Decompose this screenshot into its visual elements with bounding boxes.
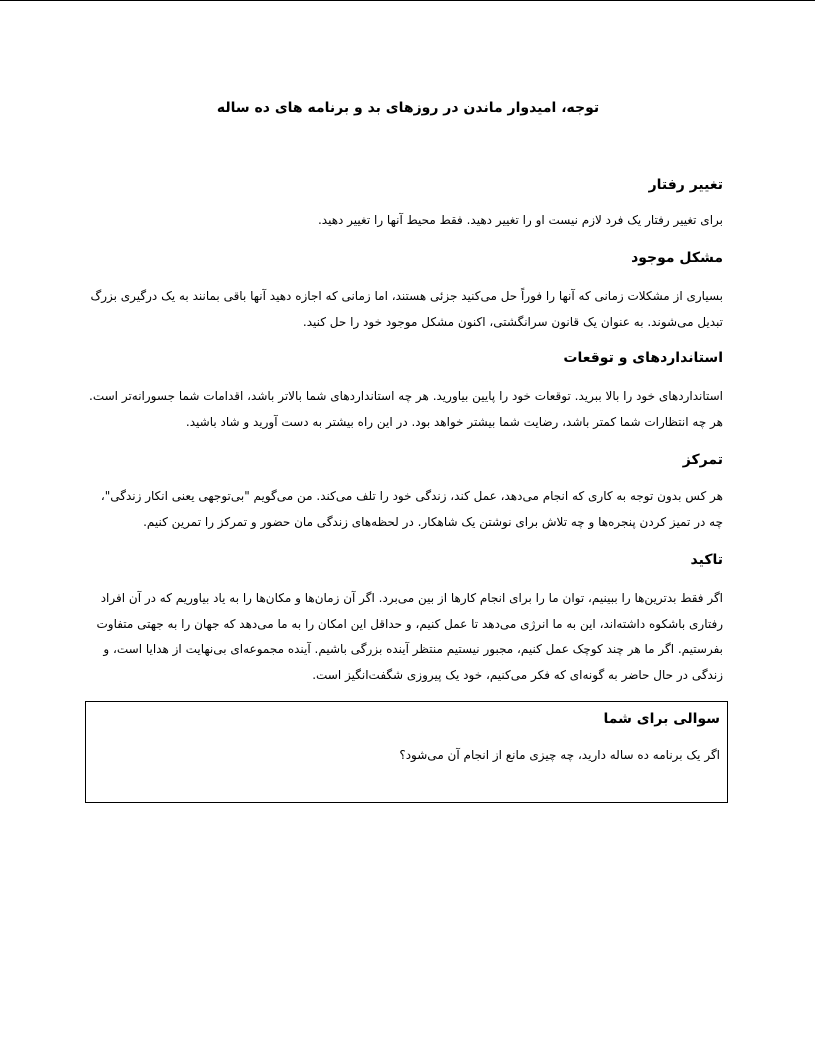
paragraph-line: اگر فقط بدترین‌ها را ببینیم، توان ما را برای انجام کارها از بین می‌برد. اگر آن زمان‌ها و مکان‌ها را به یاد بیاوریم که در آن افراد (100, 591, 723, 605)
question-box-text: اگر یک برنامه ده ساله دارید، چه چیزی مانع از انجام آن می‌شود؟ (399, 748, 720, 762)
paragraph-line: بسیاری از مشکلات زمانی که آنها را فوراً حل می‌کنید جزئی هستند، اما زمانی که اجازه دهید آنها باقی بمانند به یک درگیری بزرگ (90, 289, 723, 303)
document-title: توجه، امیدوار ماندن در روزهای بد و برنامه های ده ساله (216, 100, 600, 116)
section-heading-emphasis: تاکید (690, 552, 723, 568)
question-box (85, 701, 728, 803)
section-heading-focus: تمرکز (682, 452, 723, 468)
paragraph-line: زندگی در حال حاضر به گونه‌ای که فکر می‌کنیم، خود یک پیروزی شگفت‌انگیز است. (312, 667, 723, 682)
section-paragraph-behavior-change (93, 208, 723, 234)
page-top-border (0, 0, 815, 1)
section-paragraph-existing-problem (90, 284, 723, 335)
paragraph-line: برای تغییر رفتار یک فرد لازم نیست او را تغییر دهید. فقط محیط آنها را تغییر دهید. (317, 213, 723, 227)
section-heading-standards-expectations: استانداردهای و توقعات (563, 350, 723, 366)
question-box-title: سوالی برای شما (603, 711, 720, 727)
paragraph-line: چه در تمیز کردن پنجره‌ها و چه تلاش برای نوشتن یک شاهکار. در لحظه‌های زندگی مان حضور و تمرکز را تمرین کنیم. (143, 514, 723, 529)
paragraph-line: رفتاری باشکوه داشته‌اند، این به ما انرژی می‌دهد تا عمل کنیم، و حداقل این امکان را به ما می‌دهد که جهان را به جهتی متفاوت (96, 616, 723, 631)
section-paragraph-standards-expectations (89, 384, 723, 435)
section-heading-existing-problem: مشکل موجود (631, 250, 723, 266)
paragraph-line: هر چه انتظارات شما کمتر باشد، رضایت شما بیشتر خواهد بود. در این راه بیشتر به دست آورید و شاد باشید. (185, 414, 723, 429)
section-paragraph-focus (93, 484, 723, 535)
paragraph-line: استانداردهای خود را بالا ببرید. توقعات خود را پایین بیاورید. هر چه استانداردهای شما بالاتر باشد، اقدامات شما جسورانه‌تر است. (89, 389, 723, 403)
section-paragraph-emphasis (93, 586, 723, 688)
paragraph-line: تبدیل می‌شوند. به عنوان یک قانون سرانگشتی، اکنون مشکل موجود خود را حل کنید. (302, 314, 723, 329)
paragraph-line: بفرستیم. اگر ما هر چند کوچک عمل کنیم، مجبور نیستیم منتظر آینده بزرگی باشیم. آینده مجموعه‌ای بی‌نهایت از هدایا است، و (103, 642, 723, 656)
section-heading-behavior-change: تغییر رفتار (648, 177, 723, 193)
paragraph-line: هر کس بدون توجه به کاری که انجام می‌دهد، عمل کند، زندگی خود را تلف می‌کند. من می‌گویم "بی‌توجهی یعنی انکار زندگی"، (100, 489, 723, 503)
